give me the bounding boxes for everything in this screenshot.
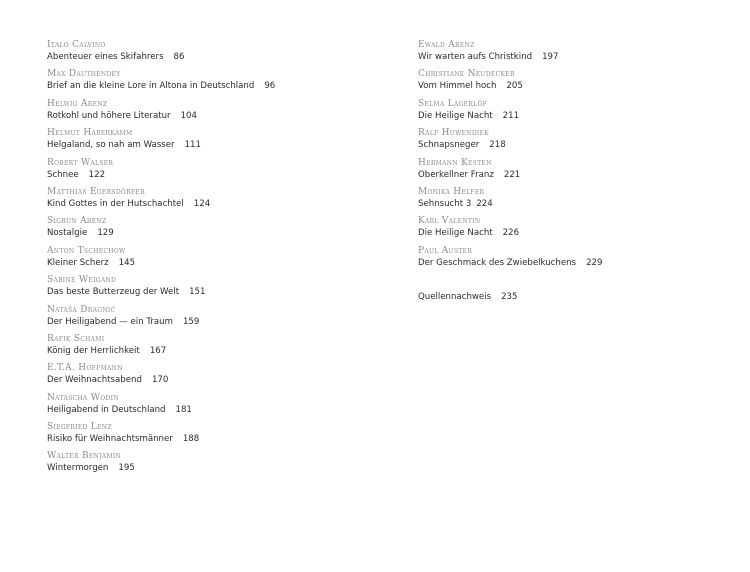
toc-entry-page-number: 159 [182,316,200,327]
toc-entry [47,363,367,392]
toc-entry-page-number: 122 [88,169,106,180]
toc-entry-page-number: 188 [182,434,200,445]
toc-entry-title-line [418,198,718,210]
toc-entry-sources [418,291,718,320]
toc-entry-title: Helgaland, so nah am Wasser [47,140,175,151]
toc-entry-title: Kind Gottes in der Hutschachtel [47,198,184,209]
toc-entry-page-number: 218 [489,140,506,151]
toc-entry-title-line [47,227,367,239]
toc-entry-title-line [47,462,367,474]
toc-entry [47,158,367,187]
toc-entry-page-number: 124 [193,198,211,209]
toc-entry-title: Wir warten aufs Christkind [418,52,533,62]
toc-entry-title: Risiko für Weihnachtsmänner [47,434,173,445]
toc-entry-author: Anton Tschechow [47,245,126,256]
toc-entry-author: Helmut Haberkamm [47,128,133,139]
toc-entry-author: Helwig Arenz [47,98,108,109]
toc-entry-title: Die Heilige Nacht [418,228,493,239]
toc-right-column [418,40,718,321]
toc-entry-title-line [47,110,367,122]
toc-entry-title-line [47,139,367,151]
toc-entry-title-line [418,80,718,92]
toc-entry-author: Walter Benjamin [47,451,122,462]
toc-entry-title-line [47,198,367,210]
toc-entry-author: Christiane Neudecker [418,69,515,80]
toc-entry-page-number: 195 [118,463,135,474]
toc-entry-page-number: 151 [189,287,206,298]
toc-entry-page-number: 211 [502,110,520,121]
toc-entry-title: Der Heiligabend — ein Traum [47,316,173,327]
toc-entry-page-number: 96 [264,81,276,92]
toc-entry-title: Wintermorgen [47,463,109,474]
toc-entry-title: Rotkohl und höhere Literatur [47,110,171,121]
toc-entry-title-line [47,316,367,328]
toc-entry-title-line [418,227,718,239]
toc-entry-author: Paul Auster [418,245,473,256]
toc-entry-page-number: 170 [151,375,169,386]
toc-entry-title-line [47,374,367,386]
toc-entry [47,216,367,245]
toc-entry-page-number: 104 [180,110,197,121]
toc-entry [47,451,367,480]
toc-entry [418,99,718,128]
toc-entry-author: Sabine Weigand [47,275,117,286]
toc-entry [47,128,367,157]
toc-entry-title-line [418,139,718,151]
toc-entry [418,40,718,69]
toc-entry-title: Das beste Butterzeug der Welt [47,287,180,298]
toc-entry-page-number: 111 [184,140,201,151]
toc-entry-title: Brief an die kleine Lore in Altona in Deutschland [47,81,255,92]
toc-entry-title: Abenteuer eines Skifahrers [47,52,164,62]
toc-entry-page-number: 197 [542,52,559,62]
toc-entry [418,158,718,187]
toc-entry-author: Robert Walser [47,157,114,168]
toc-entry-title-line [418,169,718,181]
toc-entry-page-number: 167 [149,345,167,356]
toc-entry-page-number: 226 [502,228,520,239]
toc-entry [47,305,367,334]
toc-entry [47,99,367,128]
toc-entry-title-line [47,51,367,63]
toc-entry-title: Sehnsucht 3 [418,198,472,209]
toc-entry-title: König der Herrlichkeit [47,345,140,356]
toc-entry-author: Hermann Kesten [418,157,492,168]
toc-entry [47,275,367,304]
toc-left-column [47,40,367,481]
toc-entry-author: E.T.A. Hoffmann [47,363,123,374]
toc-entry-title: Der Geschmack des Zwiebelkuchens [418,257,577,268]
toc-entry [418,216,718,245]
toc-entry-title: Heiligabend in Deutschland [47,404,166,415]
toc-entry-author: Sigrun Arenz [47,216,107,227]
toc-entry-page-number: 145 [118,257,136,268]
toc-entry-title-line [47,286,367,298]
sources-title: Quellennachweis [418,292,492,303]
toc-entry [418,69,718,98]
toc-entry [47,422,367,451]
toc-entry-title: Schnee [47,169,79,180]
toc-entry-author: Ewald Arenz [418,40,475,50]
toc-entry-title-line [47,257,367,269]
toc-entry [418,187,718,216]
toc-entry-author: Siegfried Lenz [47,422,112,433]
toc-entry-author: Karl Valentin [418,216,481,227]
toc-entry-title-line [418,110,718,122]
toc-entry-page-number: 181 [175,404,192,415]
toc-entry [47,69,367,98]
sources-line [418,291,718,303]
toc-entry-page-number: 205 [506,81,523,92]
toc-entry-title: Die Heilige Nacht [418,110,493,121]
toc-entry-title: Vom Himmel hoch [418,81,497,92]
toc-entry-title-line [418,51,718,63]
toc-entry-author: Nataša Dragnić [47,304,116,315]
toc-entry-title: Oberkellner Franz [418,169,494,180]
toc-entry-page-number: 221 [503,169,521,180]
toc-entry-title-line [47,404,367,416]
toc-entry-author: Italo Calvino [47,40,106,50]
toc-entry-title-line [47,433,367,445]
toc-entry-title-line [47,80,367,92]
toc-entry [47,187,367,216]
toc-entry [47,246,367,275]
toc-entry-title-line [47,345,367,357]
toc-entry [418,246,718,275]
toc-entry-title-line [418,257,718,269]
toc-entry-title-line [47,169,367,181]
toc-entry-author: Matthias Egersdörfer [47,186,145,197]
toc-entry-author: Ralf Huwendiek [418,128,490,139]
toc-entry-title: Nostalgie [47,228,88,239]
toc-entry-page-number: 86 [173,52,185,62]
toc-entry-page-number: 129 [97,228,114,239]
toc-entry-title: Schnapsneger [418,140,480,151]
toc-entry-author: Rafik Schami [47,333,105,344]
toc-entry-author: Monika Helfer [418,186,485,197]
toc-entry-author: Max Dauthendey [47,69,121,80]
toc-entry [418,128,718,157]
toc-entry-title: Kleiner Scherz [47,257,109,268]
toc-right-entries [418,40,718,275]
toc-entry-author: Natascha Wodin [47,392,119,403]
toc-entry-page-number: 229 [586,257,603,268]
toc-entry [47,393,367,422]
toc-entry-page-number: 224 [476,198,493,209]
sources-page-number: 235 [501,292,518,303]
toc-entry-title: Der Weihnachtsabend [47,375,142,386]
toc-entry-author: Selma Lagerlöf [418,98,488,109]
toc-entry [47,334,367,363]
toc-entry [47,40,367,69]
